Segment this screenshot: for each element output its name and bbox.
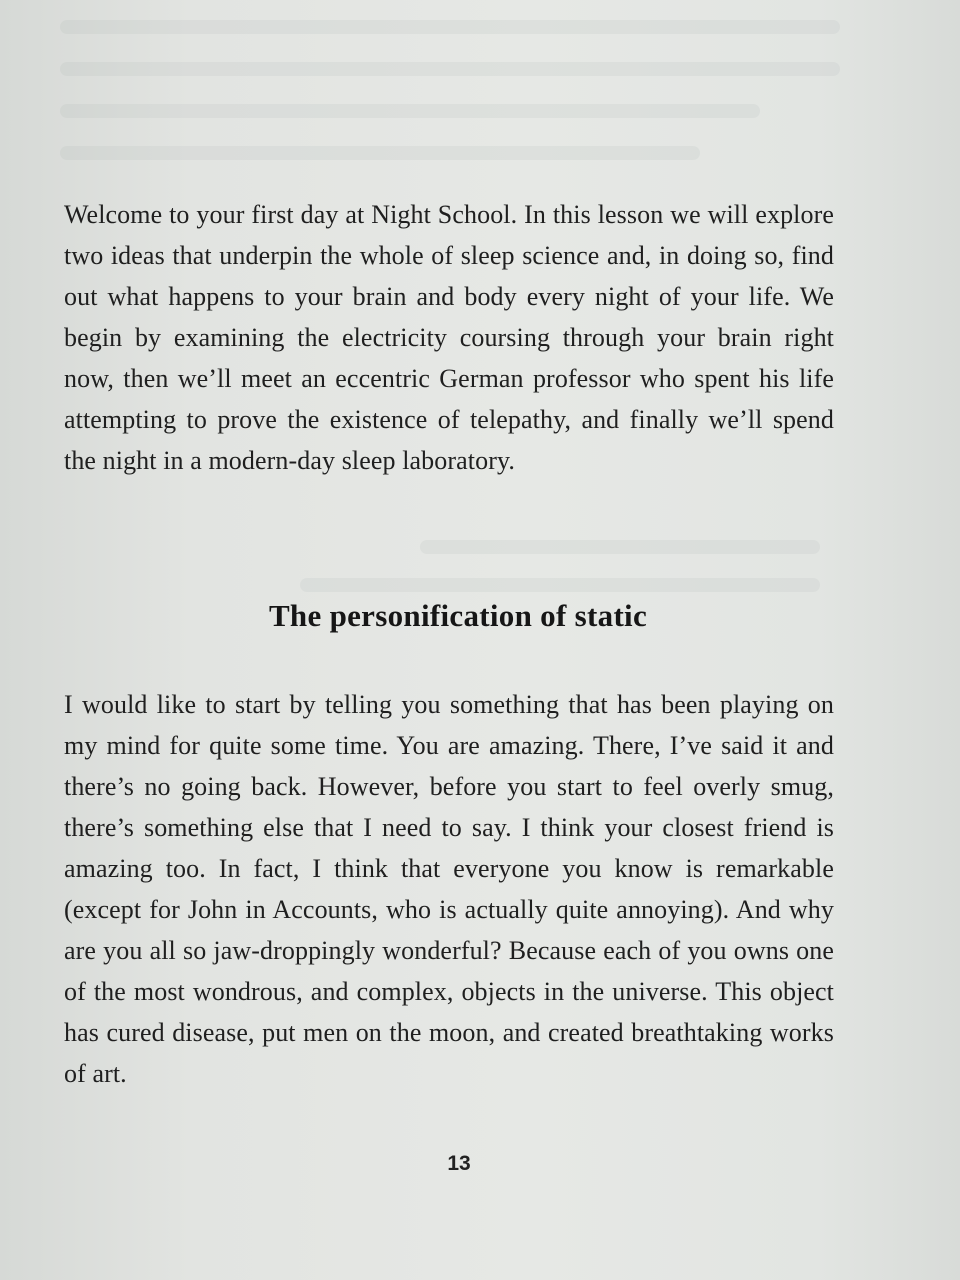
show-through-line <box>60 20 840 34</box>
body-paragraph: I would like to start by telling you something that has been playing on my mind for quite some time. You are amazing. There, I’ve said it and there’s no going back. However, before you start to feel overly smug, there’s something else that I need to say. I think your closest friend is amazing too. In fact, I think that everyone you know is remarkable (except for John in Accounts, who is actually quite annoying). And why are you all so jaw-droppingly wonderful? Because each of you owns one of the most wondrous, and complex, objects in the universe. This object has cured disease, put men on the moon, and created breathtaking works of art. <box>64 690 834 1088</box>
show-through-line <box>60 146 700 160</box>
show-through-line <box>420 540 820 554</box>
show-through-line <box>60 62 840 76</box>
intro-paragraph: Welcome to your first day at Night School. In this lesson we will explore two ideas that underpin the whole of sleep science and, in doing so, find out what happens to your brain and body every night of your life. We begin by examining the electricity coursing through your brain right now, then we’ll meet an eccentric German professor who spent his life attempting to prove the existence of telepathy, and finally we’ll spend the night in a modern-day sleep laboratory. <box>64 200 834 475</box>
section-heading: The personification of static <box>268 598 648 633</box>
show-through-line <box>60 104 760 118</box>
show-through-line <box>300 578 820 592</box>
page-number: 13 <box>447 1152 471 1175</box>
